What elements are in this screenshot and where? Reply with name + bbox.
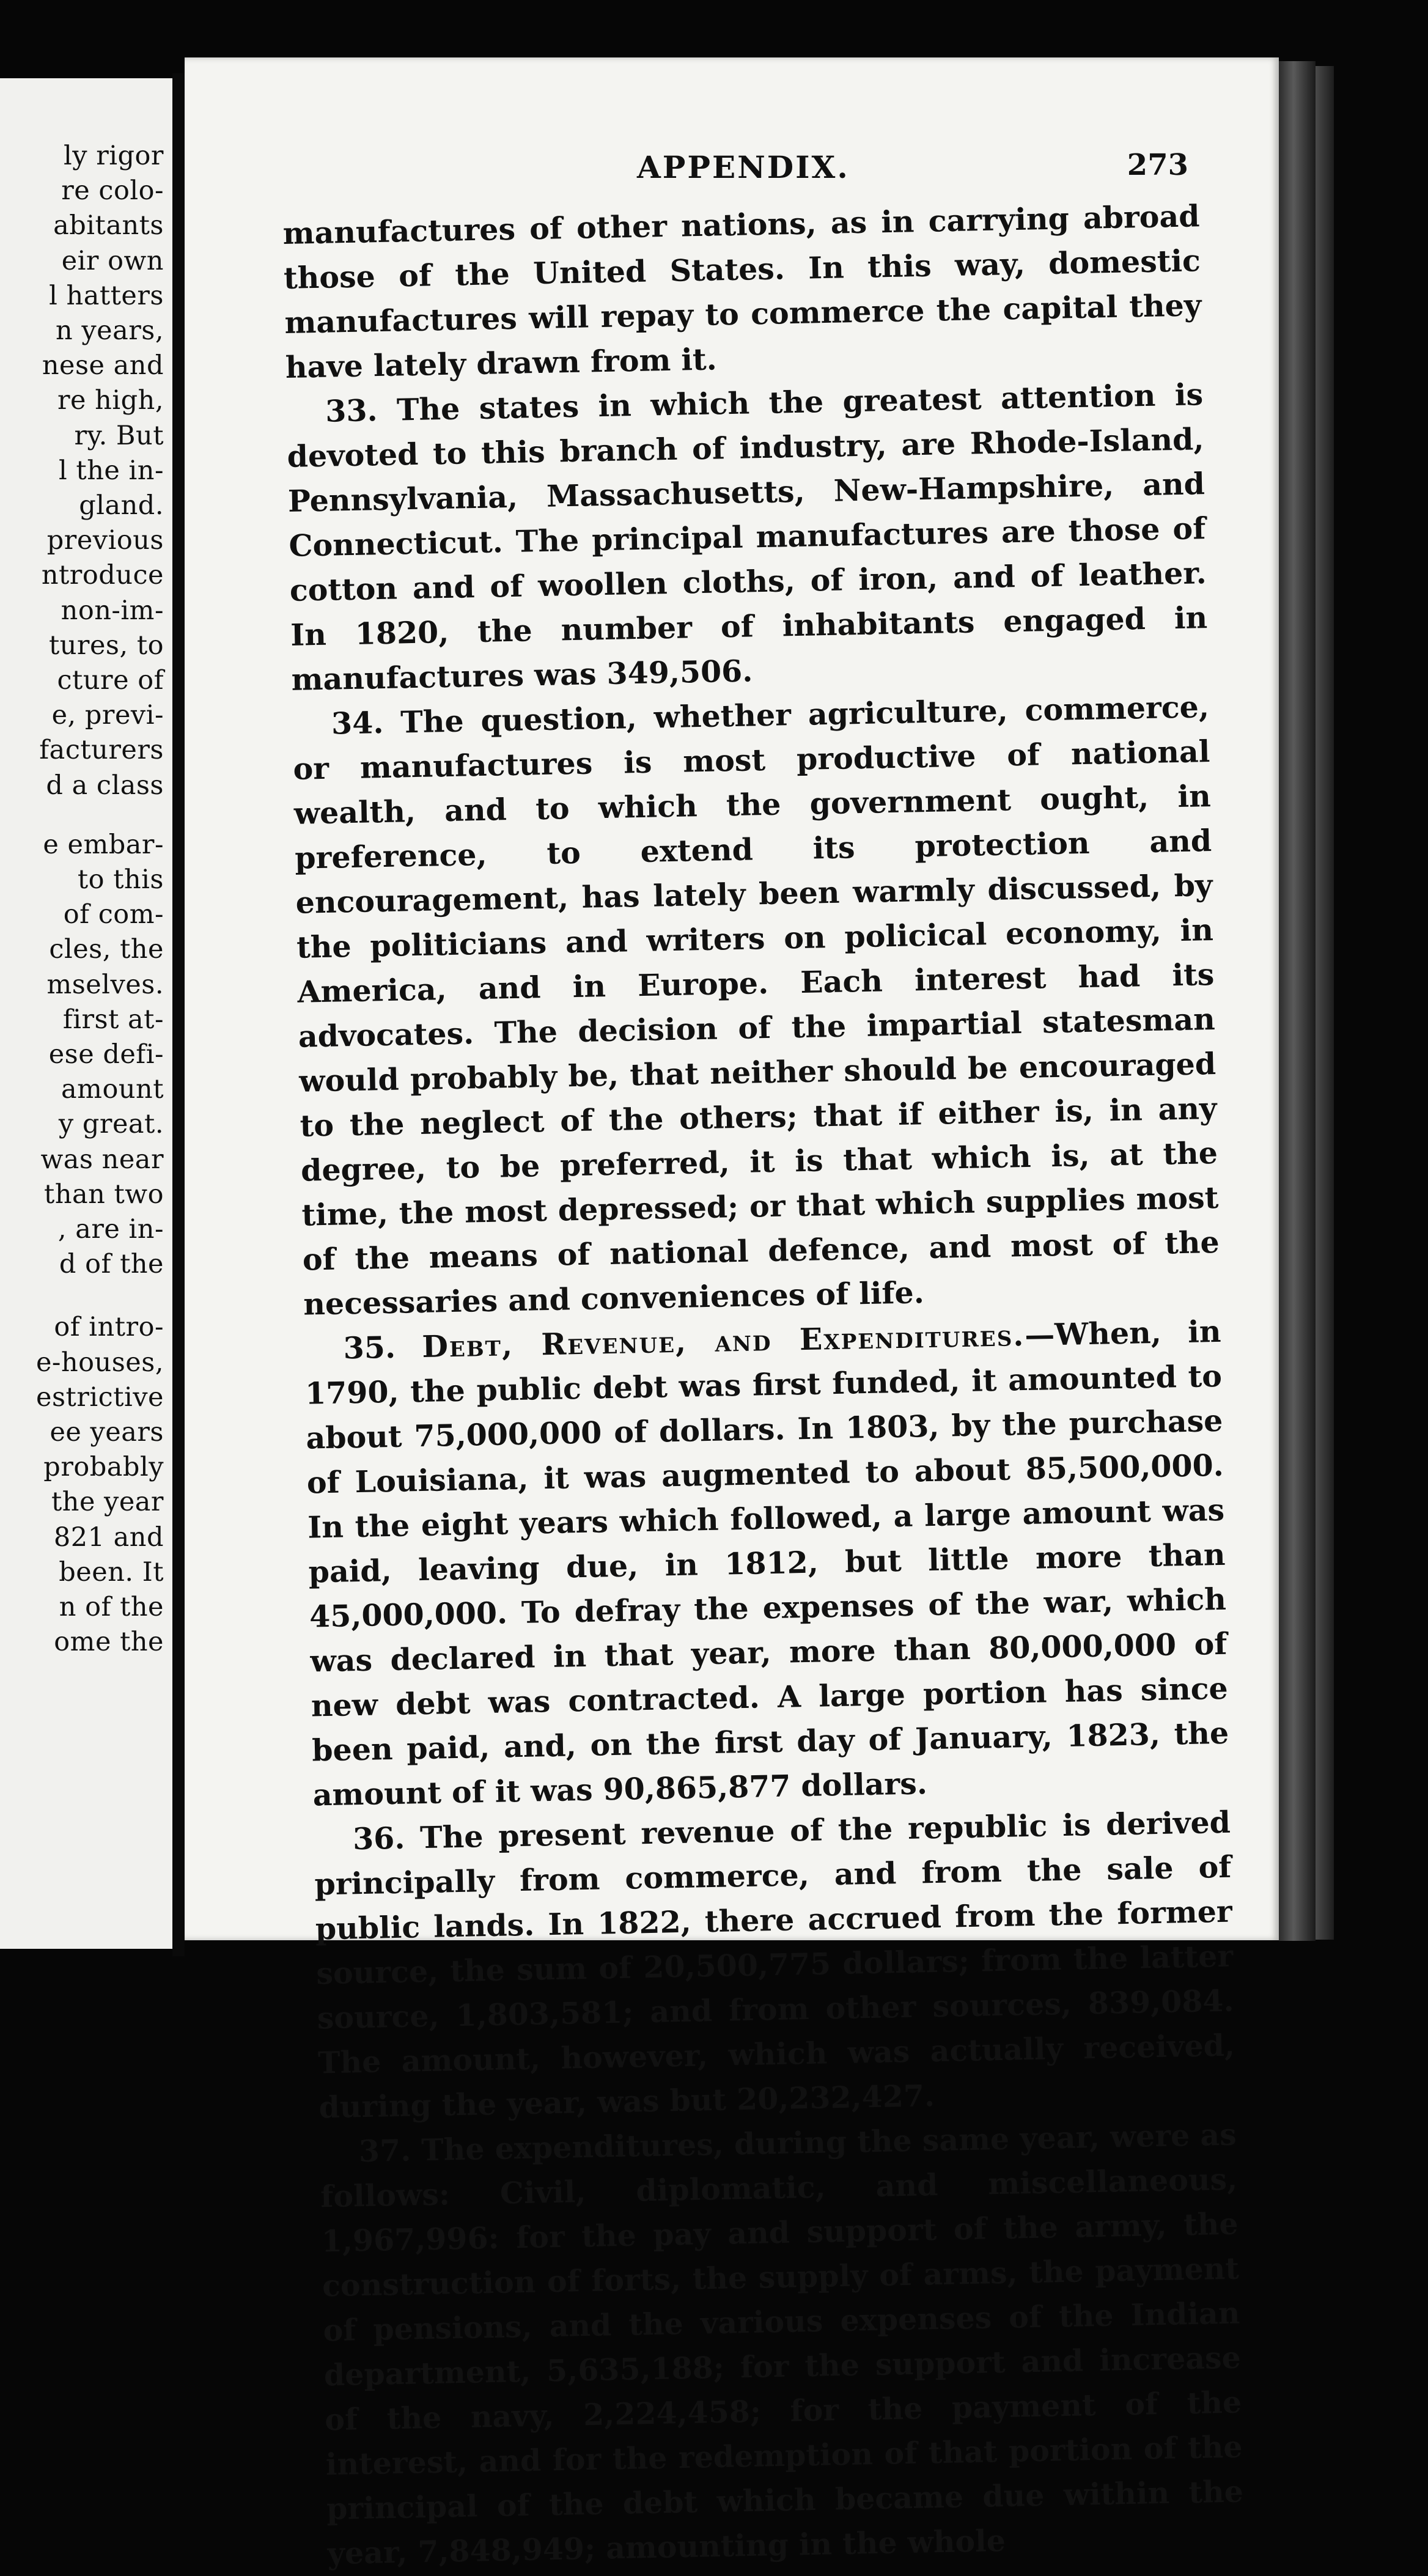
running-title: APPENDIX.	[637, 149, 850, 185]
paragraph-34: 34. The question, whether agriculture, commerce, or manufactures is most productive of national wealth, and to which the government ought, in preference, to extend its protection and encouragement, has lately been warmly discussed, by the politicians and writers on policical economy, in America, and in Europe. Each interest had its advocates. The decision of the impartial statesman would probably be, that neither should be encouraged to the neglect of the others; that if either is, in any degree, to be preferred, it is that which is, at the time, the most depressed; or that which supplies most of the means of national defence, and most of the necessaries and conveniences of life.	[292, 689, 1220, 1322]
left-page-line: mselves.	[46, 969, 164, 1000]
left-page-line: e embar-	[43, 829, 164, 860]
left-page-line: to this	[77, 864, 164, 895]
section-heading: Debt, Revenue, and Expenditures.	[421, 1317, 1025, 1364]
left-page-line: previous	[46, 525, 164, 556]
left-page-fragment	[0, 78, 172, 1949]
left-page-line: amount	[61, 1074, 164, 1105]
left-page-line: the year	[51, 1487, 164, 1518]
left-page-line: of intro-	[54, 1312, 164, 1343]
left-page-line: of com-	[63, 899, 164, 930]
paragraph-continued: manufactures of other nations, as in carrying abroad those of the United States. In this way, domestic manufactures will repay to commerce the capital they have lately drawn from it.	[282, 198, 1202, 385]
left-page-line: ese defi-	[48, 1039, 164, 1070]
left-page-line: ee years	[50, 1417, 164, 1448]
left-page-line: l the in-	[59, 455, 164, 486]
paragraph-37: 37. The expenditures, during the same year, were as follows: Civil, diplomatic, and miscellaneous, 1,967,996: for the pay and support of the army, the construction of forts, the supply of arms, the payment of pensions, and the various expenses of the Indian department, 5,635,188; for the support and increase of the navy, 2,224,458; for the payment of the interest, and for the redemption of that portion of the principal of the debt which became due within the year, 7,848,949; amounting in the whole	[320, 2116, 1244, 2572]
paragraph-35	[304, 1309, 1230, 1818]
left-page-line: cture of	[57, 665, 164, 696]
paragraph-35-text: —When, in 1790, the public debt was first funded, it amounted to about 75,000,000 of dollars. In 1803, by the purchase of Louisiana, it was augmented to about 85,500,000. In the eight years which followed, a large amount was paid, leaving due, in 1812, but little more than 45,000,000. To defray the expenses of the war, which was declared in that year, more than 80,000,000 of new debt was contracted. A large portion has since been paid, and, on the first day of January, 1823, the amount of it was 90,865,877 dollars.	[304, 1313, 1229, 1813]
left-page-line: abitants	[53, 210, 164, 241]
body-text	[282, 194, 1245, 2576]
left-page-line: eir own	[61, 245, 164, 276]
book-page	[185, 57, 1279, 2572]
paragraph-33: 33. The states in which the greatest attention is devoted to this branch of industry, are Rhode-Island, Pennsylvania, Massachusetts, New-Hampshire, and Connecticut. The principal manufactures are those of cotton and of woollen cloths, of iron, and of leather. In 1820, the number of inhabitants engaged in manufactures was 349,506.	[287, 377, 1208, 697]
left-page-line: re high,	[57, 385, 164, 416]
left-page-line: e, previ-	[51, 700, 164, 731]
left-page-line: than two	[44, 1179, 164, 1210]
left-page-line: non-im-	[61, 595, 164, 626]
left-page-line: was near	[40, 1144, 164, 1175]
left-page-line: ly rigor	[64, 141, 164, 171]
left-page-line: nese and	[42, 350, 164, 381]
left-page-line: 821 and	[53, 1522, 164, 1553]
left-page-line: ry. But	[74, 420, 164, 451]
left-page-line: been. It	[59, 1556, 164, 1588]
left-page-line: l hatters	[49, 280, 164, 311]
left-page-line: e-houses,	[35, 1347, 164, 1378]
left-page-line: y great.	[58, 1109, 164, 1140]
left-page-line: tures, to	[48, 630, 164, 661]
left-page-line: ntroduce	[41, 560, 164, 591]
paragraph-36: 36. The present revenue of the republic is derived principally from commerce, and from the sale of public lands. In 1822, there accrued from the former source, the sum of 20,500,775 dollars; from the latter source, 1,803,581; and from other sources, 839,084. The amount, however, which was actually received, during the year, was but 20,232,427.	[314, 1804, 1235, 2125]
left-page-line: re colo-	[61, 175, 164, 207]
left-page-line: first at-	[62, 1004, 164, 1035]
left-page-line: facturers	[39, 735, 164, 766]
left-page-line: probably	[43, 1452, 164, 1483]
page-number: 273	[1127, 148, 1188, 182]
left-page-line: d of the	[59, 1249, 164, 1280]
page-edge-shadow	[1279, 61, 1316, 1941]
page-edge-dark	[1316, 66, 1334, 1940]
left-page-line: estrictive	[36, 1382, 164, 1413]
paragraph-number: 35.	[343, 1329, 396, 1366]
left-page-line: d a class	[46, 770, 164, 801]
left-page-line: n of the	[59, 1592, 164, 1622]
left-page-line: , are in-	[57, 1214, 164, 1245]
book-gutter	[172, 73, 185, 1956]
left-page-line: cles, the	[49, 934, 164, 965]
left-page-line: gland.	[79, 490, 164, 521]
left-page-line: ome the	[54, 1627, 164, 1658]
left-page-line: n years,	[55, 315, 164, 346]
